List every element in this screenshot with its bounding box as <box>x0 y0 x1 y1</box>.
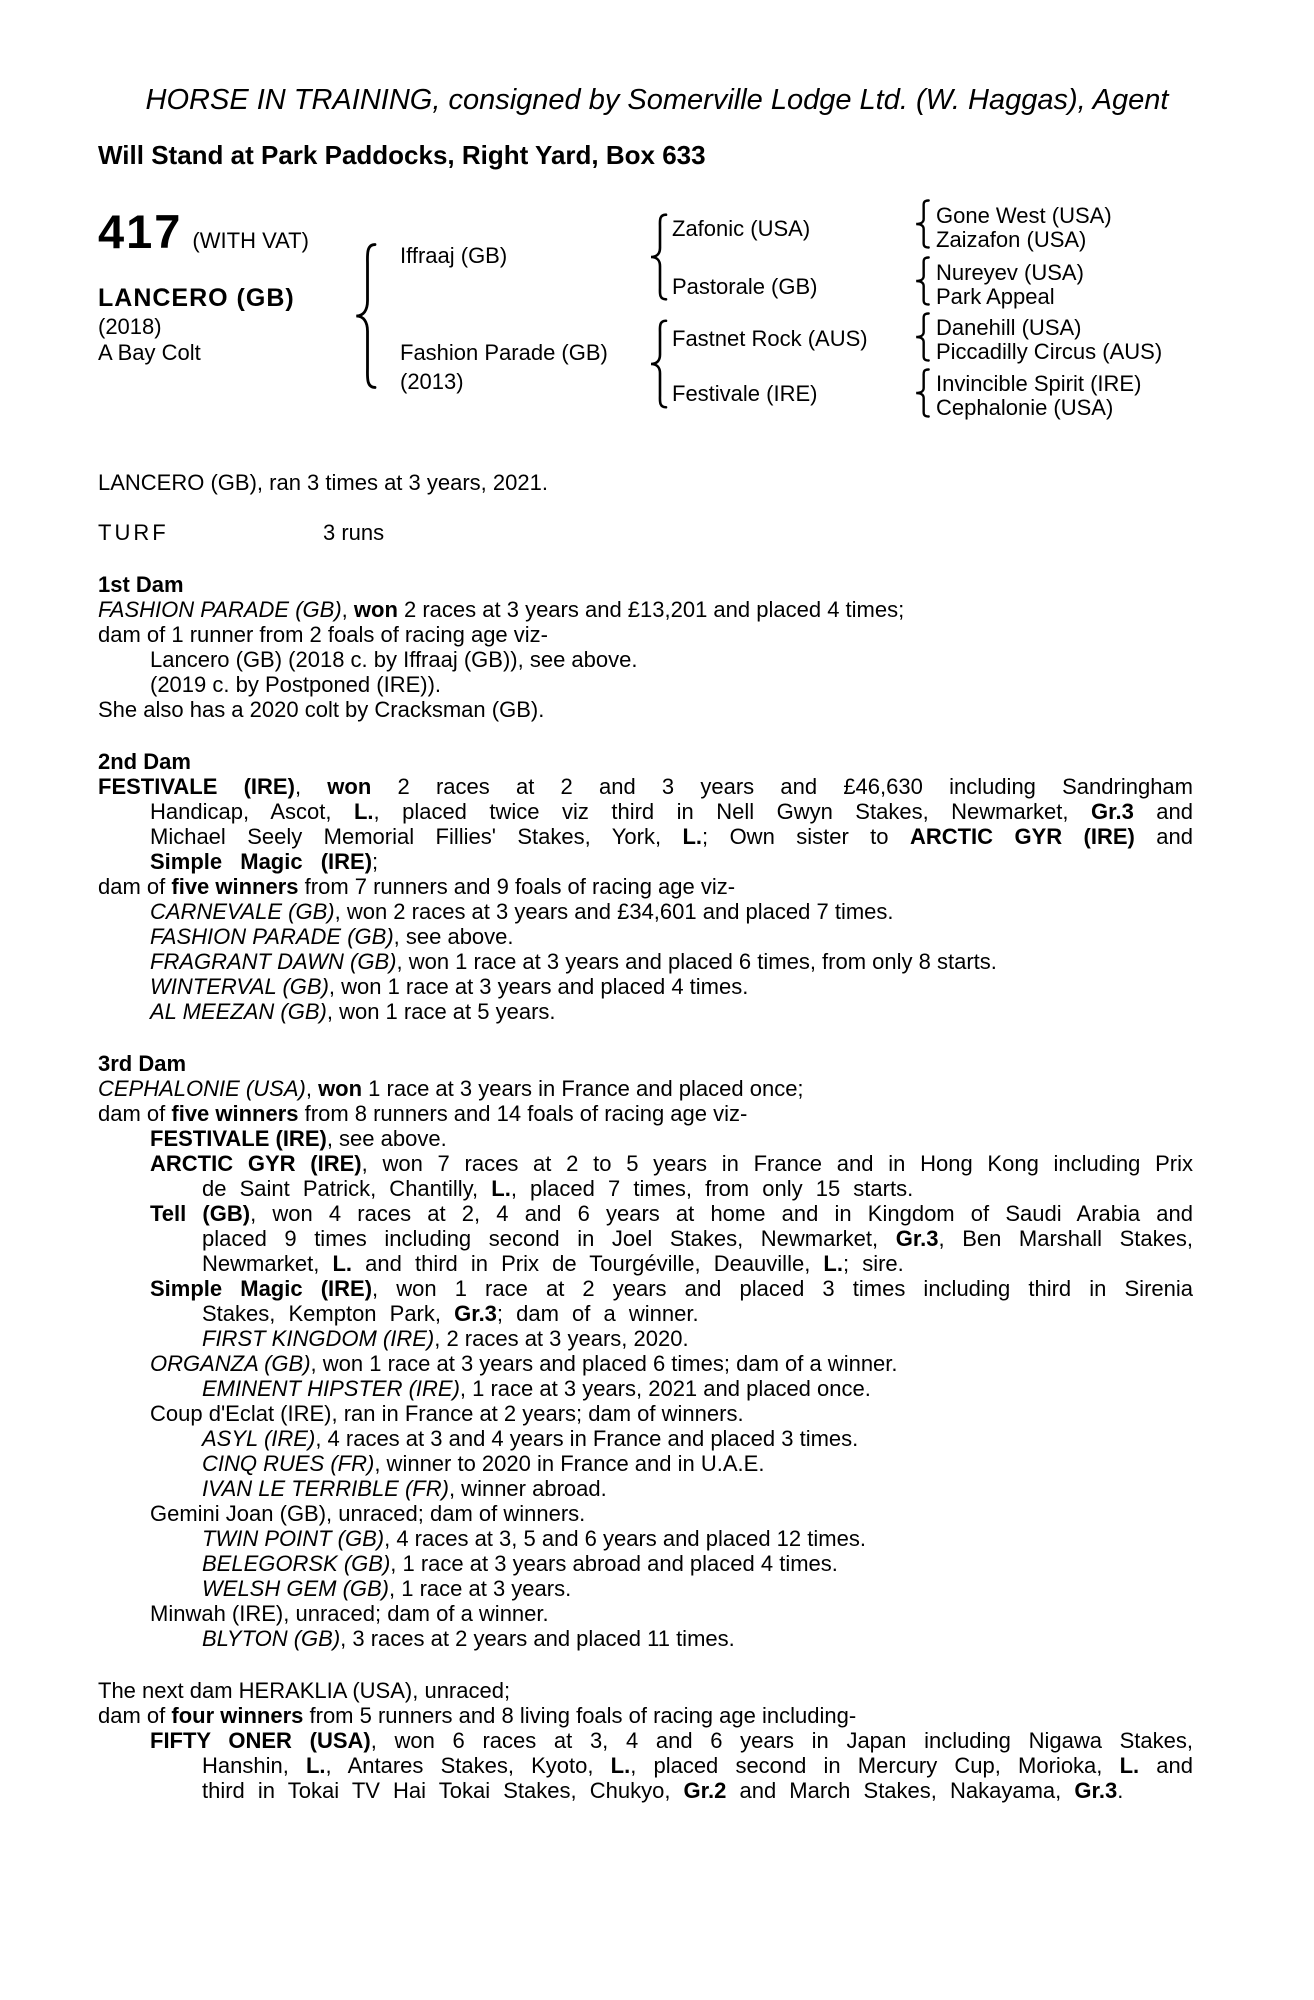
pedigree-paragraph: WELSH GEM (GB), 1 race at 3 years. <box>202 1576 572 1601</box>
pedigree-paragraph: dam of 1 runner from 2 foals of racing age viz- <box>98 622 548 647</box>
race-record-row <box>98 520 1193 545</box>
dam-section <box>98 1678 1193 1803</box>
pedigree-paragraph: EMINENT HIPSTER (IRE), 1 race at 3 years, 2021 and placed once. <box>202 1376 871 1401</box>
pedigree-paragraph: FRAGRANT DAWN (GB), won 1 race at 3 years and placed 6 times, from only 8 starts. <box>150 949 997 974</box>
pedigree-brace-icon <box>912 368 932 418</box>
pedigree-paragraph: ORGANZA (GB), won 1 race at 3 years and placed 6 times; dam of a winner. <box>150 1351 898 1376</box>
pedigree-g3-pair <box>936 372 1141 420</box>
pedigree-paragraph: CEPHALONIE (USA), won 1 race at 3 years in France and placed once; <box>98 1076 804 1101</box>
pedigree-dam-block <box>400 338 608 396</box>
pedigree-dam-name: Fashion Parade (GB) <box>400 340 608 365</box>
pedigree-paragraph: dam of four winners from 5 runners and 8 living foals of racing age including- <box>98 1703 857 1728</box>
pedigree-g3-name: Nureyev (USA) <box>936 260 1084 285</box>
dam-section <box>98 1051 1193 1651</box>
race-runs: 3 runs <box>323 520 385 545</box>
horse-color-sex: A Bay Colt <box>98 340 201 365</box>
pedigree-paragraph: FIFTY ONER (USA), won 6 races at 3, 4 and 6 years in Japan including Nigawa Stakes, Hanshin, L., Antares Stakes, Kyoto, L., placed second in Mercury Cup, Morioka, L. and third in Tokai TV Hai Tokai Stakes, Chukyo, Gr.2 and March Stakes, Nakayama, Gr.3. <box>150 1728 1193 1803</box>
pedigree-paragraph: Tell (GB), won 4 races at 2, 4 and 6 years at home and in Kingdom of Saudi Arabia and placed 9 times including second in Joel Stakes, Newmarket, Gr.3, Ben Marshall Stakes, Newmarket, L. and third in Prix de Tourgéville, Deauville, L.; sire. <box>150 1201 1194 1276</box>
pedigree-paragraph: CINQ RUES (FR), winner to 2020 in France and in U.A.E. <box>202 1451 765 1476</box>
pedigree-sire-name: Iffraaj (GB) <box>400 243 508 268</box>
pedigree-paragraph: FASHION PARADE (GB), won 2 races at 3 years and £13,201 and placed 4 times; <box>98 597 905 622</box>
pedigree-paragraph: She also has a 2020 colt by Cracksman (GB). <box>98 697 545 722</box>
pedigree-paragraph: Coup d'Eclat (IRE), ran in France at 2 years; dam of winners. <box>150 1401 744 1426</box>
pedigree-g2-dam-of-sire: Pastorale (GB) <box>672 274 818 299</box>
pedigree-paragraph: Lancero (GB) (2018 c. by Iffraaj (GB)), see above. <box>150 647 638 672</box>
pedigree-g3-name: Gone West (USA) <box>936 203 1112 228</box>
horse-info <box>98 314 201 366</box>
dam-section-heading: 1st Dam <box>98 572 184 597</box>
pedigree-brace-icon <box>912 199 932 249</box>
pedigree-paragraph: CARNEVALE (GB), won 2 races at 3 years and £34,601 and placed 7 times. <box>150 899 894 924</box>
pedigree-g3-pair <box>936 204 1112 252</box>
pedigree-g2-sire-of-sire: Zafonic (USA) <box>672 216 811 241</box>
pedigree-paragraph: FESTIVALE (IRE), see above. <box>150 1126 447 1151</box>
lot-header <box>98 204 309 259</box>
stand-location: Will Stand at Park Paddocks, Right Yard, Box 633 <box>98 140 706 170</box>
lot-number: 417 <box>98 205 183 258</box>
pedigree-paragraph: FESTIVALE (IRE), won 2 races at 2 and 3 years and £46,630 including Sandringham Handicap, Ascot, L., placed twice viz third in Nell Gwyn Stakes, Newmarket, Gr.3 and Michael Seely Memorial Fillies' Stakes, York, L.; Own sister to ARCTIC GYR (IRE) and Simple Magic (IRE); <box>98 774 1193 874</box>
pedigree-dam-year: (2013) <box>400 369 464 394</box>
pedigree-paragraph: ASYL (IRE), 4 races at 3 and 4 years in France and placed 3 times. <box>202 1426 859 1451</box>
pedigree-paragraph: Gemini Joan (GB), unraced; dam of winners. <box>150 1501 586 1526</box>
catalog-sections <box>98 572 1193 1803</box>
pedigree-brace-icon <box>350 240 380 392</box>
pedigree-g3-name: Park Appeal <box>936 284 1055 309</box>
race-summary: LANCERO (GB), ran 3 times at 3 years, 2021. <box>98 470 548 495</box>
catalog-body <box>98 470 1193 1803</box>
pedigree-paragraph: TWIN POINT (GB), 4 races at 3, 5 and 6 years and placed 12 times. <box>202 1526 866 1551</box>
horse-foaling-year: (2018) <box>98 314 162 339</box>
pedigree-g2-sire-of-dam: Fastnet Rock (AUS) <box>672 326 868 351</box>
pedigree-paragraph: dam of five winners from 7 runners and 9 foals of racing age viz- <box>98 874 736 899</box>
dam-section-heading: 3rd Dam <box>98 1051 187 1076</box>
pedigree-g3-name: Danehill (USA) <box>936 315 1082 340</box>
race-surface: TURF <box>98 520 169 545</box>
pedigree-g3-name: Piccadilly Circus (AUS) <box>936 339 1163 364</box>
pedigree-paragraph: The next dam HERAKLIA (USA), unraced; <box>98 1678 511 1703</box>
horse-name: LANCERO (GB) <box>98 284 295 312</box>
pedigree-paragraph: Simple Magic (IRE), won 1 race at 2 years and placed 3 times including third in Sirenia Stakes, Kempton Park, Gr.3; dam of a winner. <box>150 1276 1193 1326</box>
pedigree-brace-icon <box>912 312 932 362</box>
pedigree-paragraph: FASHION PARADE (GB), see above. <box>150 924 514 949</box>
pedigree-paragraph: (2019 c. by Postponed (IRE)). <box>150 672 442 697</box>
pedigree-paragraph: BLYTON (GB), 3 races at 2 years and placed 11 times. <box>202 1626 735 1651</box>
pedigree-paragraph: ARCTIC GYR (IRE), won 7 races at 2 to 5 years in France and in Hong Kong including Prix de Saint Patrick, Chantilly, L., placed 7 times, from only 15 starts. <box>150 1151 1194 1201</box>
pedigree-paragraph: WINTERVAL (GB), won 1 race at 3 years and placed 4 times. <box>150 974 749 999</box>
pedigree-brace-icon <box>912 256 932 306</box>
pedigree-g3-name: Zaizafon (USA) <box>936 227 1087 252</box>
dam-section <box>98 749 1193 1024</box>
pedigree-paragraph: AL MEEZAN (GB), won 1 race at 5 years. <box>150 999 556 1024</box>
pedigree-paragraph: BELEGORSK (GB), 1 race at 3 years abroad and placed 4 times. <box>202 1551 838 1576</box>
pedigree-g3-pair <box>936 316 1162 364</box>
pedigree-paragraph: FIRST KINGDOM (IRE), 2 races at 3 years, 2020. <box>202 1326 689 1351</box>
pedigree-paragraph: Minwah (IRE), unraced; dam of a winner. <box>150 1601 549 1626</box>
pedigree-brace-icon <box>646 212 670 302</box>
pedigree-g3-pair <box>936 261 1084 309</box>
dam-section-heading: 2nd Dam <box>98 749 191 774</box>
pedigree-paragraph: IVAN LE TERRIBLE (FR), winner abroad. <box>202 1476 607 1501</box>
dam-section <box>98 572 1193 722</box>
pedigree-brace-icon <box>646 318 670 410</box>
vat-note: (WITH VAT) <box>192 228 309 253</box>
consignor-header: HORSE IN TRAINING, consigned by Somerville Lodge Ltd. (W. Haggas), Agent <box>145 84 1169 116</box>
pedigree-paragraph: dam of five winners from 8 runners and 14 foals of racing age viz- <box>98 1101 748 1126</box>
pedigree-g3-name: Invincible Spirit (IRE) <box>936 371 1142 396</box>
pedigree-g2-dam-of-dam: Festivale (IRE) <box>672 381 818 406</box>
pedigree-g3-name: Cephalonie (USA) <box>936 395 1114 420</box>
